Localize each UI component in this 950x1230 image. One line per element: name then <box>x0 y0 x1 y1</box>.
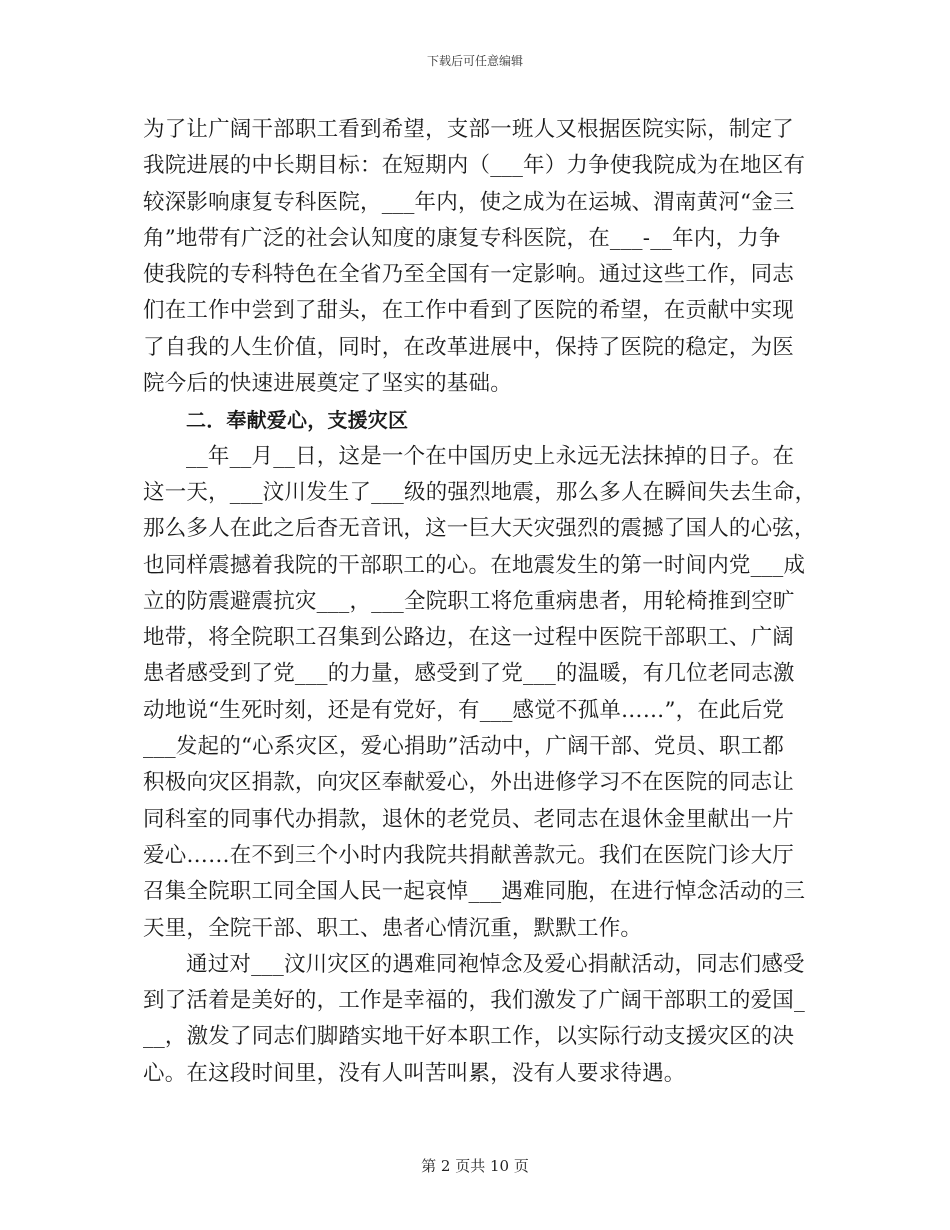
page-header: 下载后可任意编辑 <box>426 54 523 68</box>
paragraph-line: 天里，全院干部、职工、患者心情沉重，默默工作。 <box>143 915 643 941</box>
paragraph-line: __，激发了同志们脚踏实地干好本职工作，以实际行动支援灾区的决 <box>143 1024 795 1050</box>
paragraph-line: 心。在这段时间里，没有人叫苦叫累，没有人要求待遇。 <box>143 1060 686 1086</box>
paragraph-line: 了自我的人生价值，同时，在改革进展中，保持了医院的稳定，为医 <box>143 334 795 360</box>
paragraph-line: 积极向灾区捐款，向灾区奉献爱心，外出进修学习不在医院的同志让 <box>143 770 795 796</box>
paragraph-line: 同科室的同事代办捐款，退休的老党员、老同志在退休金里献出一片 <box>143 806 795 832</box>
paragraph-line: 立的防震避震抗灾___，___全院职工将危重病患者，用轮椅推到空旷 <box>143 588 795 614</box>
paragraph-line: ___发起的“心系灾区，爱心捐助”活动中，广阔干部、党员、职工都 <box>143 734 785 760</box>
paragraph-line: 也同样震撼着我院的干部职工的心。在地震发生的第一时间内党___成 <box>143 552 806 578</box>
paragraph-line: 为了让广阔干部职工看到希望，支部一班人又根据医院实际，制定了 <box>143 117 795 142</box>
paragraph-line: __年__月__日，这是一个在中国历史上永远无法抹掉的日子。在 <box>186 443 795 469</box>
section-heading: 二．奉献爱心，支援灾区 <box>186 408 409 433</box>
paragraph-line: 院今后的快速进展奠定了坚实的基础。 <box>143 371 512 397</box>
paragraph-line: 使我院的专科特色在全省乃至全国有一定影响。通过这些工作，同志 <box>143 262 795 288</box>
document-body <box>143 112 817 1092</box>
paragraph-line: 我院进展的中长期目标：在短期内（___年）力争使我院成为在地区有 <box>143 153 806 179</box>
paragraph-line: 地带，将全院职工召集到公路边，在这一过程中医院干部职工、广阔 <box>143 625 795 651</box>
paragraph-line: 通过对___汶川灾区的遇难同袍悼念及爱心捐献活动，同志们感受 <box>186 951 805 977</box>
paragraph-line: 动地说“生死时刻，还是有党好，有___感觉不孤单……”，在此后党 <box>143 697 785 723</box>
paragraph-line: 到了活着是美好的，工作是幸福的，我们激发了广阔干部职工的爱国_ <box>143 988 805 1014</box>
paragraph-line: 那么多人在此之后杳无音讯，这一巨大天灾强烈的震撼了国人的心弦， <box>143 516 816 542</box>
paragraph-line: 们在工作中尝到了甜头，在工作中看到了医院的希望，在贡献中实现 <box>143 298 795 324</box>
paragraph-line: 患者感受到了党___的力量，感受到了党___的温暖，有几位老同志激 <box>143 661 795 687</box>
paragraph-line: 角”地带有广泛的社会认知度的康复专科医院，在___-__年内，力争 <box>143 225 781 251</box>
paragraph-line: 召集全院职工同全国人民一起哀悼___遇难同胞，在进行悼念活动的三 <box>143 879 806 905</box>
paragraph-line: 爱心……在不到三个小时内我院共捐献善款元。我们在医院门诊大厅 <box>143 842 795 868</box>
paragraph-line: 这一天，___汶川发生了___级的强烈地震，那么多人在瞬间失去生命， <box>143 479 817 505</box>
paragraph-line: 较深影响康复专科医院，___年内，使之成为在运城、渭南黄河“金三 <box>143 189 795 215</box>
page-number: 第 2 页共 10 页 <box>421 1157 529 1175</box>
